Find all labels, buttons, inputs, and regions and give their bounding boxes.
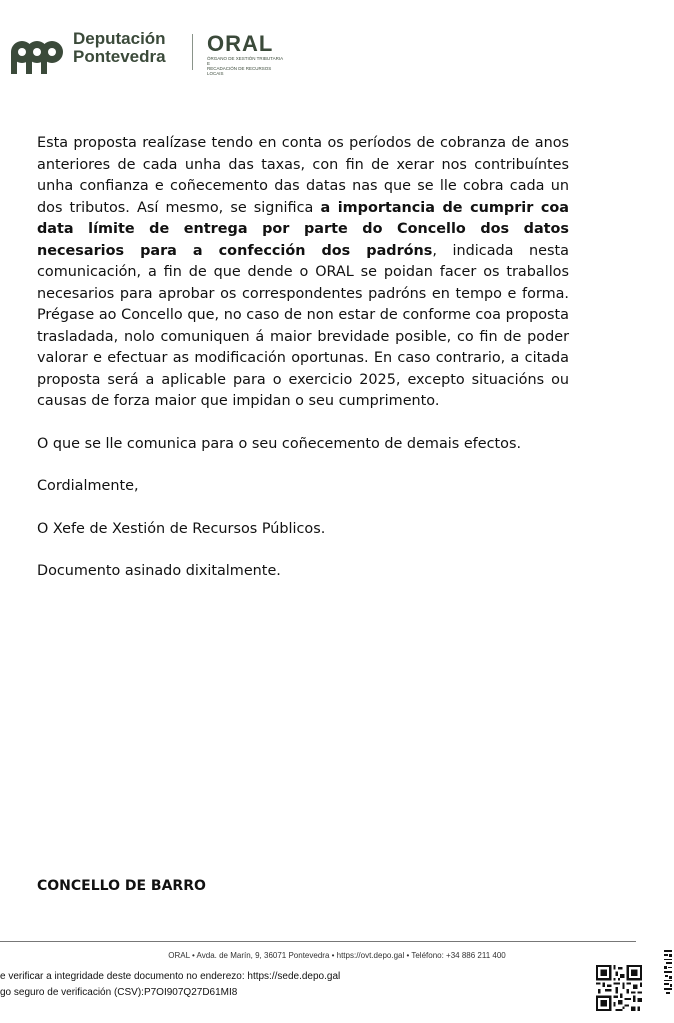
oral-subtitle-2: RECADACIÓN DE RECURSOS LOCAIS: [207, 66, 272, 76]
logo-divider: [192, 34, 193, 70]
footer-address: ORAL • Avda. de Marín, 9, 36071 Pontevedra • https://ovt.depo.gal • Teléfono: +34 886 211 400: [168, 951, 506, 960]
logo-line-1: Deputación: [73, 29, 166, 48]
side-barcode-icon: [664, 950, 672, 994]
footer-divider: [0, 941, 636, 942]
paragraph-signer-title: O Xefe de Xestión de Recursos Públicos.: [37, 520, 326, 537]
p1-text-b: , indicada nesta comunicación, a fin de que dende o ORAL se poidan facer os traballos necesarios para aprobar os correspondentes padróns en tempo e forma. Prégase ao Concello que, no caso de non estar de conforme coa proposta trasladada, nolo comuniquen á maior brevidade posible, co fin de poder valorar e efectuar as modificación oportunas. En caso contrario, a citada proposta será a aplicable para o exercicio 2025, excepto situacións ou causas de forza maior que impidan o seu cumprimento.: [37, 242, 569, 409]
paragraph-communication: O que se lle comunica para o seu coñecemento de demais efectos.: [37, 435, 522, 452]
oral-wordmark: ORAL: [207, 31, 274, 56]
letter-body: [37, 133, 569, 604]
recipient-concello: CONCELLO DE BARRO: [37, 878, 206, 894]
deputacion-wordmark: [73, 30, 166, 66]
verification-url-line: e verificar a integridade deste documento no enderezo: https://sede.depo.gal: [0, 971, 341, 982]
p1-text-a: Esta proposta realízase tendo en conta os períodos de cobranza de anos anteriores de cada unha das taxas, con fin de xerar nos contribuíntes unha confianza e coñecemento das datas nas que se lle cobra cada un dos tributos. Así mesmo, se significa: [37, 135, 569, 216]
csv-code-line: go seguro de verificación (CSV):P7OI907Q27D61MI8: [0, 987, 238, 998]
deputacion-logo-icon: [10, 28, 66, 76]
oral-subtitle-1: ÓRGANO DE XESTIÓN TRIBUTARIA E: [207, 56, 283, 66]
p1-bold-text: a importancia de cumprir coa data límite de entrega por parte do Concello dos datos necesarios para a confección dos padróns: [37, 199, 569, 259]
logo-line-2: Pontevedra: [73, 47, 166, 66]
paragraph-greeting: Cordialmente,: [37, 478, 139, 494]
verification-info: [0, 969, 340, 1001]
letterhead: [10, 26, 310, 78]
paragraph-proposal: [37, 133, 569, 413]
paragraph-digital-signature: Documento asinado dixitalmente.: [37, 563, 281, 579]
qr-code-icon: [596, 965, 642, 1011]
oral-logo: [207, 32, 287, 76]
